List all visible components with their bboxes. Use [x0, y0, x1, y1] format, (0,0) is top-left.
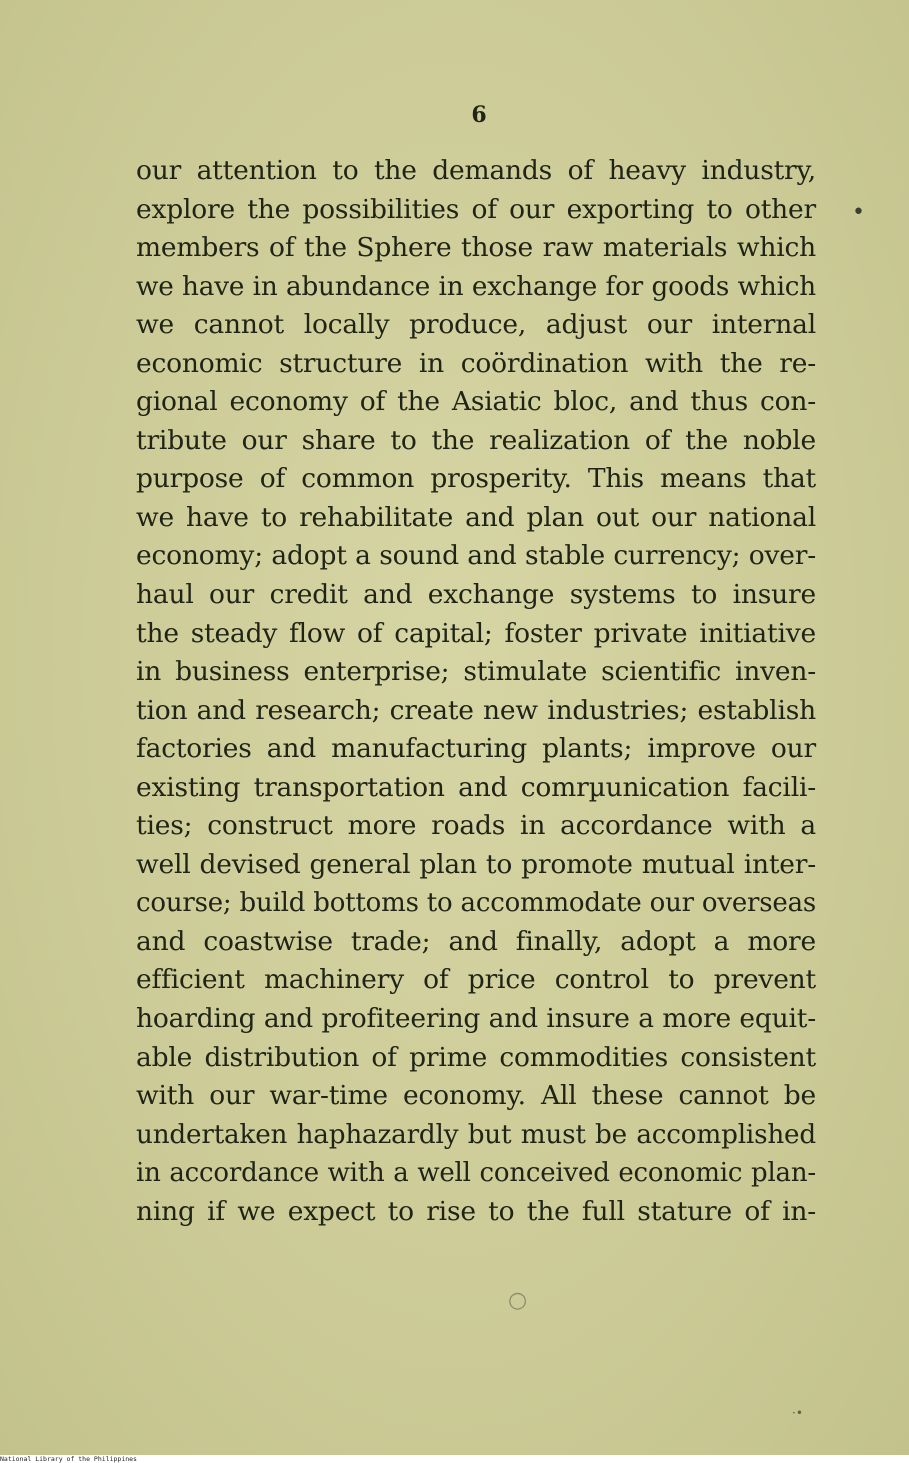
corner-speck-mark: ·•	[792, 1406, 803, 1420]
text-line: in business enterprise; stimulate scientific inven-	[136, 656, 816, 688]
text-line: haul our credit and exchange systems to insure	[136, 579, 816, 611]
text-line: explore the possibilities of our exporting to other	[136, 193, 816, 225]
page-number: 6	[471, 102, 487, 128]
text-line: well devised general plan to promote mutual inter-	[136, 848, 816, 880]
footer-strip	[0, 1455, 909, 1463]
library-credit: National Library of the Philippines	[0, 1455, 137, 1463]
text-line: tribute our share to the realization of the noble	[136, 424, 816, 456]
text-line: members of the Sphere those raw materials which	[136, 232, 816, 264]
text-line: undertaken haphazardly but must be accomplished	[136, 1119, 816, 1150]
text-line: ning if we expect to rise to the full stature of in-	[136, 1195, 816, 1227]
text-line: we have to rehabilitate and plan out our national	[136, 501, 816, 533]
text-line: course; build bottoms to accommodate our overseas	[136, 888, 817, 919]
margin-dot-mark: •	[852, 200, 865, 225]
text-line: ties; construct more roads in accordance with a	[136, 810, 816, 842]
text-line: and coastwise trade; and finally, adopt a more	[136, 925, 816, 957]
text-line: economic structure in coördination with the re-	[136, 347, 816, 379]
text-line: our attention to the demands of heavy industry,	[136, 155, 816, 186]
text-line: gional economy of the Asiatic bloc, and thus con-	[136, 386, 816, 418]
text-line: we cannot locally produce, adjust our internal	[136, 309, 816, 341]
text-line: factories and manufacturing plants; improve our	[136, 733, 816, 765]
text-line: economy; adopt a sound and stable currency; over-	[136, 540, 816, 572]
text-line: purpose of common prosperity. This means that	[136, 463, 816, 495]
text-line: able distribution of prime commodities consistent	[136, 1041, 816, 1073]
stamp-circle-mark: ○	[508, 1288, 528, 1313]
text-line: hoarding and profiteering and insure a more equit-	[136, 1003, 816, 1035]
text-line: the steady flow of capital; foster private initiative	[136, 617, 816, 649]
text-line: efficient machinery of price control to prevent	[136, 964, 816, 996]
text-line: we have in abundance in exchange for goods which	[136, 271, 816, 302]
text-line: existing transportation and comrµunication facili-	[136, 771, 816, 803]
text-line: in accordance with a well conceived economic plan-	[136, 1158, 816, 1189]
text-line: with our war-time economy. All these cannot be	[136, 1080, 816, 1112]
body-paragraph	[136, 152, 816, 1231]
text-line: tion and research; create new industries; establish	[136, 694, 816, 726]
